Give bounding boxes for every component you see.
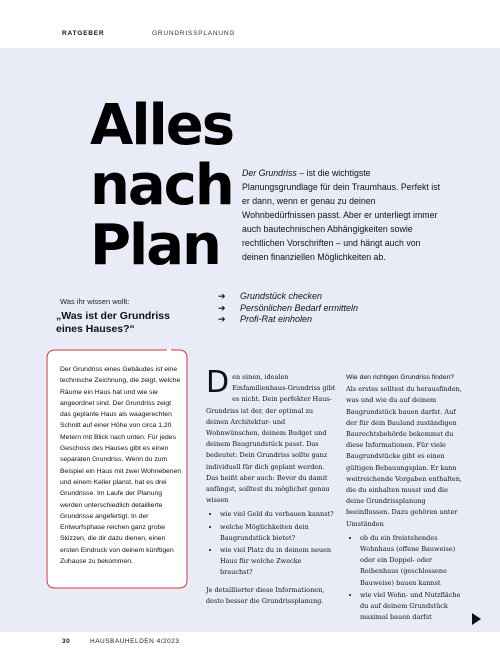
list-item: • ob du ein freistehendes Wohnhaus (offene Bauweise) oder ein Doppel- oder Reihenhaus (geschlossene Bauweise) bauen kannst	[360, 533, 466, 589]
column-1-list	[206, 509, 336, 578]
checklist	[218, 291, 358, 326]
magazine-issue: HAUSBAUHELDEN 4/2023	[90, 638, 180, 645]
column-2-subheading: Wie den richtigen Grundriss finden?	[346, 374, 455, 381]
column-1-paragraph-2: Je detaillierter diese Informationen, desto besser die Grundrissplanung.	[206, 585, 325, 605]
checklist-item-text: Persönlichen Bedarf ermitteln	[240, 302, 359, 313]
question-label: Was ihr wissen wollt:	[60, 297, 130, 306]
checklist-item	[218, 314, 358, 326]
column-2-paragraph-1: Als erstes solltest du herausfinden, was und wie du auf deinem Baugrundstück bauen darfst. Auf der für dein Bauland zuständigen Baurechtsbehörde bekommst du diese Informationen. Für viele Baugrundstücke gibt es einen gültigen Bebauungsplan. Er kann weitreichende Vorgaben enthalten, die du einhalten musst und die deine Grundrissplanung beeinflussen. Dazu gehören unter Umständen	[346, 385, 462, 528]
section-label: RATGEBER	[62, 30, 105, 37]
checklist-item	[218, 303, 358, 315]
arrow-right-icon: ➔	[218, 291, 226, 301]
checklist-item-text: Profi-Rat einholen	[240, 314, 313, 324]
checklist-item	[218, 291, 358, 303]
page-number: 30	[62, 638, 71, 645]
list-item: • wie viel Platz du in deinem neuen Haus für welche Zwecke brauchst?	[220, 545, 336, 579]
headline: Alles nach Plan	[90, 93, 234, 278]
drop-cap: D	[206, 365, 230, 400]
lead-text: – ist die wichtigste Planungsgrundlage für dein Traumhaus. Perfekt ist er dann, wenn er genau zu deinen Wohnbedürfnissen passt. Aber er unterliegt immer auch bautechnischen Abhängigkeiten sowie rechtlichen Vorschriften – und hängt auch von deinen finanziellen Möglichkeiten ab.	[242, 168, 441, 262]
article-column-2	[346, 372, 466, 629]
column-2-list	[346, 533, 466, 624]
list-item: • wie viel Geld du verbauen kannst?	[220, 509, 336, 520]
list-item: • welche Möglichkeiten dein Baugrundstück bietet?	[220, 522, 336, 544]
continue-arrow-icon	[472, 613, 481, 625]
list-item: • wie viel Wohn- und Nutzfläche du auf deinem Grundstück maximal bauen darfst	[360, 590, 466, 624]
arrow-right-icon: ➔	[218, 314, 226, 324]
column-1-paragraph-1: en einen, idealen Einfamilienhaus-Grundriss gibt es nicht. Dein perfekter Haus-Grundriss ist der, der optimal zu deinen Architektur- und Wohnwünschen, deinem Budget und deinem Baugrundstück passt. Das bedeutet: Dein Grundriss sollte ganz individuell für dich geplant werden. Das heißt aber auch: Bevor du damit anfängst, solltest du möglichst genau wissen	[206, 373, 336, 505]
checklist-item-text: Grundstück checken	[240, 291, 323, 301]
question-title: „Was ist der Grundriss eines Hauses?“	[56, 310, 170, 335]
arrow-right-icon: ➔	[218, 302, 226, 313]
header-bar	[0, 0, 500, 48]
callout-text: Der Grundriss eines Gebäudes ist eine technische Zeichnung, die zeigt, welche Räume ein Haus hat und wie sie angeordnet sind. Der Grundriss zeigt das geplante Haus als waagerechten Schnitt auf einer Höhe von circa 1,20 Metern mit Blick nach unten. Für jedes Geschoss des Hauses gibt es einen separaten Grundriss. Wenn du zum Beispiel ein Haus mit zwei Wohnebenen und einem Keller planst, hat es drei Grundrisse. Im Laufe der Planung werden unterschiedlich detaillierte Grundrisse angefertigt. In der Entwurfsphase reichen ganz grobe Skizzen, die dir dazu dienen, einen ersten Eindruck von deinem künftigen Zuhause zu bekommen.	[60, 366, 182, 566]
article-column-1	[206, 365, 336, 607]
lead-paragraph	[242, 166, 442, 264]
lead-emphasis: Der Grundriss	[242, 168, 297, 178]
subsection-label: GRUNDRISSPLANUNG	[152, 30, 236, 37]
